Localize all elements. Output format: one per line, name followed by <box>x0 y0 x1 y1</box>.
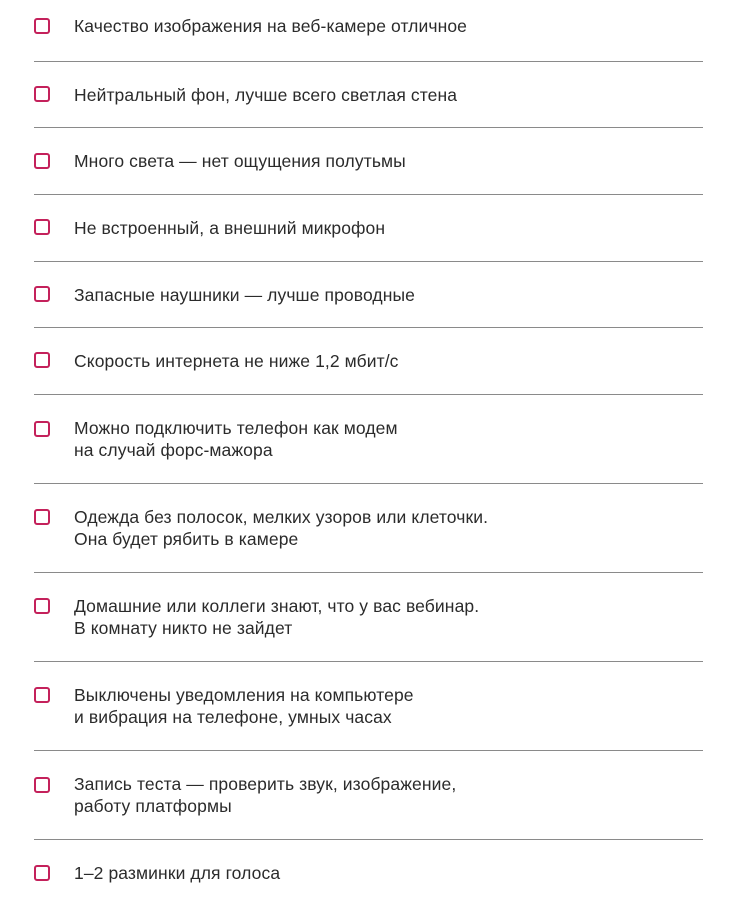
divider <box>34 483 703 484</box>
checklist-item-label: Запасные наушники — лучше проводные <box>74 285 415 305</box>
divider <box>34 194 703 195</box>
checkbox[interactable] <box>34 687 50 703</box>
divider <box>34 750 703 751</box>
checkbox[interactable] <box>34 421 50 437</box>
checklist-item-label: Много света — нет ощущения полутьмы <box>74 151 406 171</box>
checkbox[interactable] <box>34 86 50 102</box>
checklist-item-label: Запись теста — проверить звук, изображение, работу платформы <box>74 774 457 816</box>
divider <box>34 327 703 328</box>
divider <box>34 127 703 128</box>
checklist-item-label: Домашние или коллеги знают, что у вас вебинар. В комнату никто не зайдет <box>74 596 480 638</box>
checklist-item-label: Выключены уведомления на компьютере и вибрация на телефоне, умных часах <box>74 685 414 727</box>
checkbox[interactable] <box>34 18 50 34</box>
checkbox[interactable] <box>34 598 50 614</box>
checklist-item-label: Скорость интернета не ниже 1,2 мбит/с <box>74 351 399 371</box>
divider <box>34 61 703 62</box>
divider <box>34 839 703 840</box>
divider <box>34 261 703 262</box>
checklist-item-label: Не встроенный, а внешний микрофон <box>74 218 386 238</box>
divider <box>34 661 703 662</box>
divider <box>34 394 703 395</box>
checklist-item-label: Одежда без полосок, мелких узоров или клеточки. Она будет рябить в камере <box>74 507 489 549</box>
checkbox[interactable] <box>34 777 50 793</box>
checklist-item-label: Качество изображения на веб-камере отличное <box>74 16 468 36</box>
divider <box>34 572 703 573</box>
checkbox[interactable] <box>34 153 50 169</box>
checklist-item-label: Можно подключить телефон как модем на случай форс-мажора <box>74 418 398 460</box>
checkbox[interactable] <box>34 219 50 235</box>
checklist-item-label: Нейтральный фон, лучше всего светлая стена <box>74 85 458 105</box>
checklist-item-label: 1–2 разминки для голоса <box>74 863 281 883</box>
checkbox[interactable] <box>34 509 50 525</box>
checkbox[interactable] <box>34 286 50 302</box>
checkbox[interactable] <box>34 865 50 881</box>
checkbox[interactable] <box>34 352 50 368</box>
